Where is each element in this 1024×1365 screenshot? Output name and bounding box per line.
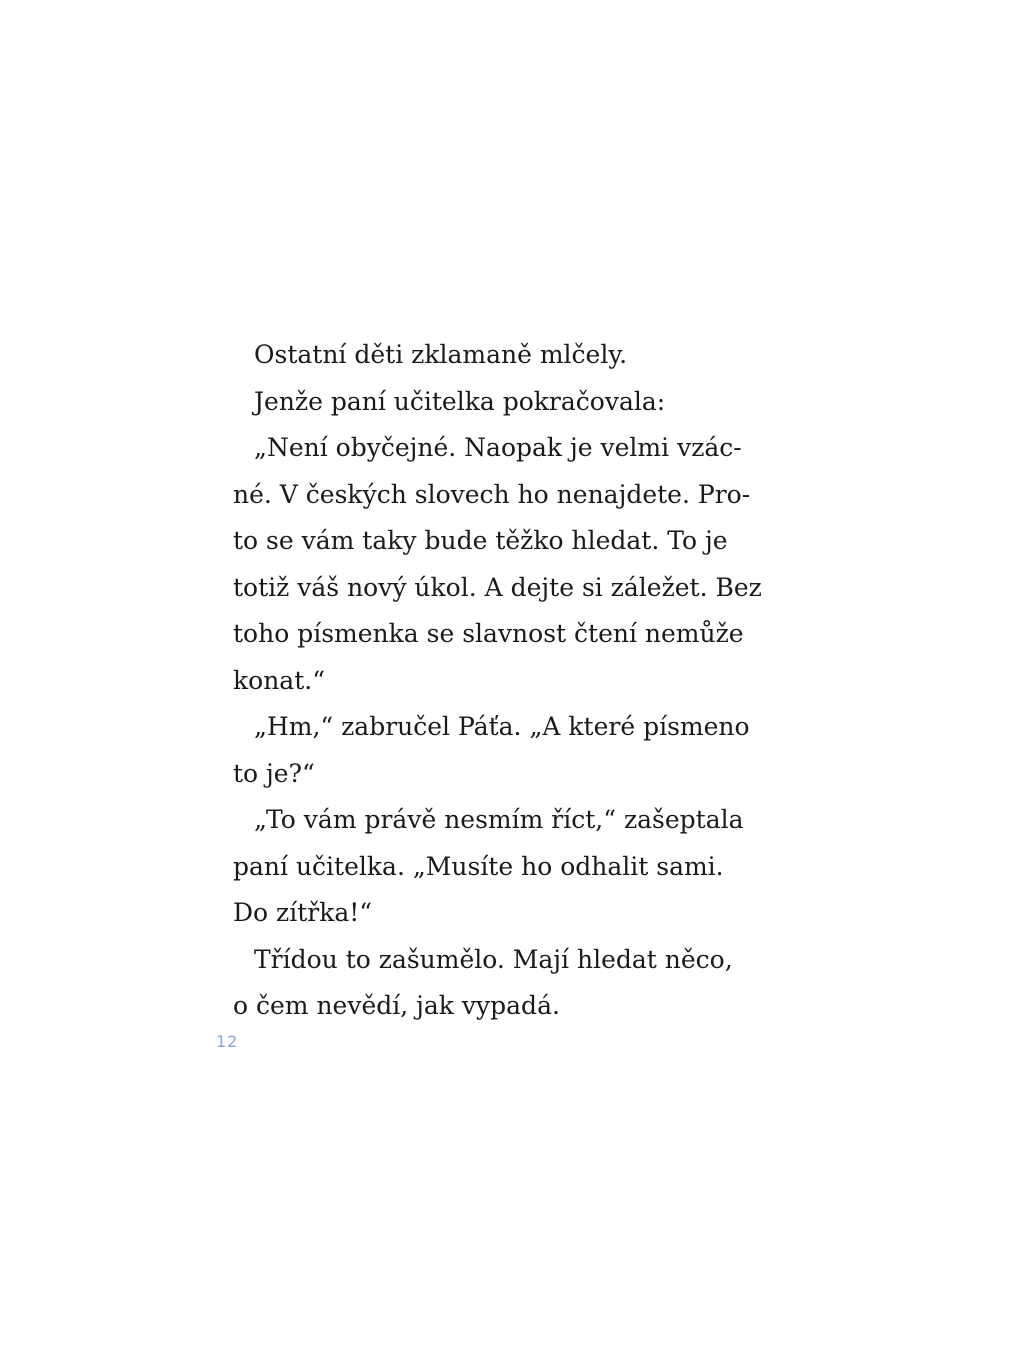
text-line: to se vám taky bude těžko hledat. To je [233, 526, 728, 555]
text-line: paní učitelka. „Musíte ho odhalit sami. [233, 851, 724, 881]
text-line: Třídou to zašumělo. Mají hledat něco, [254, 944, 733, 974]
text-line: Do zítřka!“ [233, 898, 373, 927]
text-line: „To vám právě nesmím říct,“ zašeptala [254, 805, 744, 834]
text-line: né. V českých slovech ho nenajdete. Pro- [233, 479, 751, 509]
page-number: 12 [216, 1032, 239, 1051]
text-line: „Není obyčejné. Naopak je velmi vzác- [254, 433, 742, 462]
body-text [233, 332, 773, 1030]
text-line: Jenže paní učitelka pokračovala: [254, 386, 666, 416]
text-line: to je?“ [233, 758, 315, 788]
text-line: konat.“ [233, 665, 325, 695]
text-line: o čem nevědí, jak vypadá. [233, 991, 560, 1020]
text-line: „Hm,“ zabručel Páťa. „A které písmeno [254, 712, 750, 741]
text-line: totiž váš nový úkol. A dejte si záležet. Bez [233, 572, 762, 602]
text-line: Ostatní děti zklamaně mlčely. [254, 340, 628, 369]
text-line: toho písmenka se slavnost čtení nemůže [233, 619, 744, 648]
